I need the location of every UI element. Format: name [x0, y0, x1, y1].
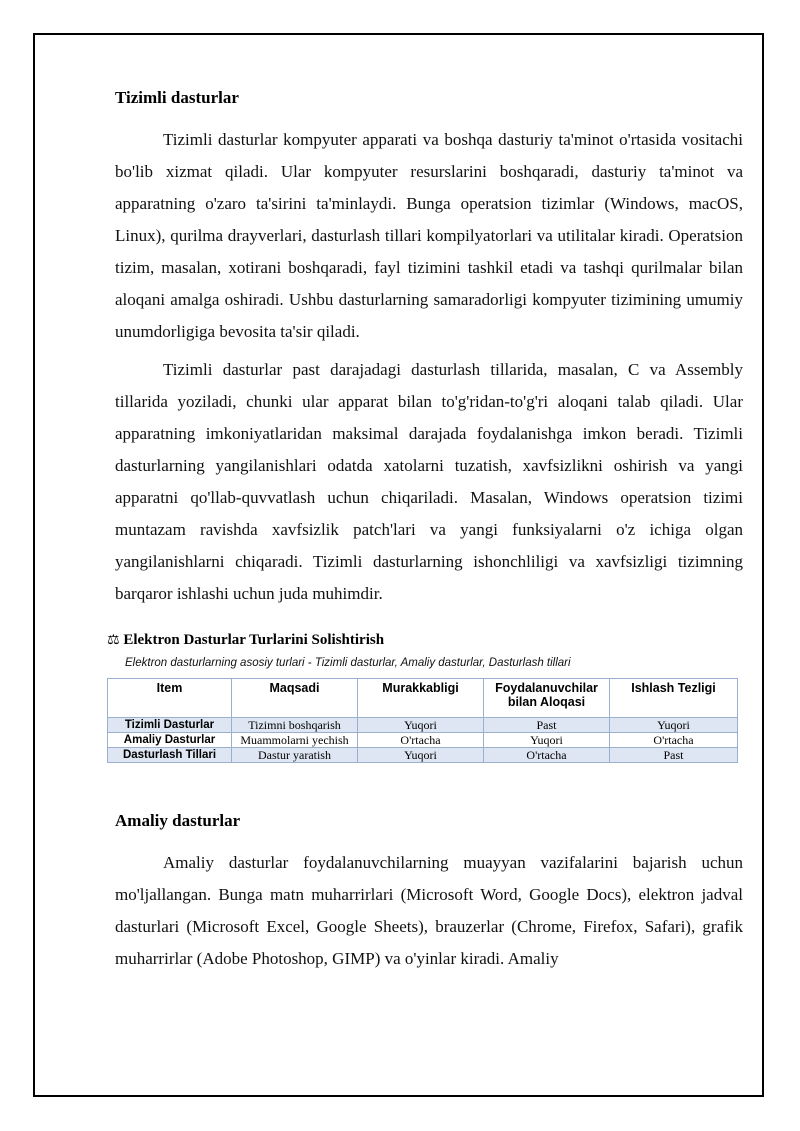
column-header: Ishlash Tezligi [610, 679, 738, 718]
row-header-cell: Dasturlash Tillari [108, 748, 232, 763]
table-cell: Past [484, 718, 610, 733]
section-heading-amaliy: Amaliy dasturlar [115, 811, 241, 830]
section-heading-tizimli: Tizimli dasturlar [115, 88, 239, 107]
document-body [107, 86, 743, 975]
table-row [108, 748, 738, 763]
table-cell: Past [610, 748, 738, 763]
row-header-cell: Tizimli Dasturlar [108, 718, 232, 733]
table-row [108, 718, 738, 733]
column-header: Foydalanuvchilar bilan Aloqasi [484, 679, 610, 718]
table-caption: Elektron dasturlarning asosiy turlari - Tizimli dasturlar, Amaliy dasturlar, Dasturlash tillari [125, 657, 571, 669]
table-header-row [108, 679, 738, 718]
table-cell: O'rtacha [358, 733, 484, 748]
column-header: Murakkabligi [358, 679, 484, 718]
table-row [108, 733, 738, 748]
column-header: Item [108, 679, 232, 718]
table-title [107, 630, 743, 650]
scales-icon: ⚖ [107, 632, 120, 648]
paragraph: Tizimli dasturlar past darajadagi dasturlash tillarida, masalan, C va Assembly tillarida yoziladi, chunki ular apparat bilan to'g'ridan-to'g'ri aloqani talab qiladi. Ular apparatning imkoniyatlaridan maksimal darajada foydalanishga imkon beradi. Tizimli dasturlarning yangilanishlari odatda xatolarni tuzatish, xavfsizlikni oshirish va yangi apparatni qo'llab-quvvatlash uchun chiqariladi. Masalan, Windows operatsion tizimi muntazam ravishda xavfsizlik patch'lari va yangi funksiyalarni o'z ichiga olgan yangilanishlarni chiqaradi. Tizimli dasturlarning ishonchliligi va xavfsizligi tizimning barqaror ishlashi uchun juda muhimdir. [115, 360, 743, 603]
table-cell: O'rtacha [610, 733, 738, 748]
row-header-cell: Amaliy Dasturlar [108, 733, 232, 748]
table-cell: Tizimni boshqarish [232, 718, 358, 733]
table-cell: Yuqori [610, 718, 738, 733]
comparison-table [107, 678, 738, 763]
table-cell: Muammolarni yechish [232, 733, 358, 748]
paragraph: Tizimli dasturlar kompyuter apparati va boshqa dasturiy ta'minot o'rtasida vositachi bo'lib xizmat qiladi. Ular kompyuter resurslarini boshqaradi, dasturiy ta'minot va apparatning o'zaro ta'sirini ta'minlaydi. Bunga operatsion tizimlar (Windows, macOS, Linux), qurilma drayverlari, dasturlash tillari kompilyatorlari va utilitalar kiradi. Operatsion tizim, masalan, xotirani boshqaradi, fayl tizimini tashkil etadi va tashqi qurilmalar bilan aloqani amalga oshiradi. Ushbu dasturlarning samaradorligi kompyuter tizimining umumiy unumdorligiga bevosita ta'sir qiladi. [115, 130, 743, 341]
table-cell: Yuqori [358, 748, 484, 763]
column-header: Maqsadi [232, 679, 358, 718]
paragraph: Amaliy dasturlar foydalanuvchilarning muayyan vazifalarini bajarish uchun mo'ljallangan. Bunga matn muharrirlari (Microsoft Word, Google Docs), elektron jadval dasturlari (Microsoft Excel, Google Sheets), brauzerlar (Chrome, Firefox, Safari), grafik muharrirlar (Adobe Photoshop, GIMP) va o'yinlar kiradi. Amaliy [115, 853, 743, 968]
section-amaliy [115, 809, 743, 975]
table-cell: O'rtacha [484, 748, 610, 763]
table-cell: Dastur yaratish [232, 748, 358, 763]
table-title-text: Elektron Dasturlar Turlarini Solishtirish [123, 632, 385, 648]
table-cell: Yuqori [358, 718, 484, 733]
table-cell: Yuqori [484, 733, 610, 748]
